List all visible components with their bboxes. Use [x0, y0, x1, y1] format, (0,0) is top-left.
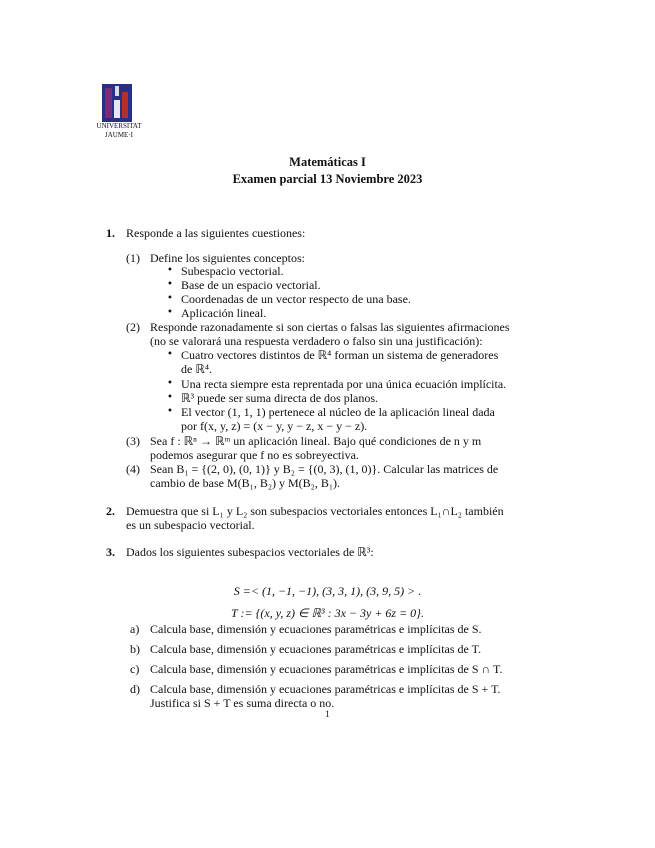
- question-1-text: Responde a las siguientes cuestiones:: [126, 226, 306, 240]
- part-2-line-2: (no se valorará una respuesta verdadero o falso sin una justificación):: [150, 334, 483, 348]
- part-3-line-1: Sea f : ℝⁿ → ℝᵐ un aplicación lineal. Bajo qué condiciones de n y m: [150, 434, 482, 448]
- logo-line-2: JAUME·I: [105, 131, 133, 139]
- bullet-icon: •: [167, 406, 173, 417]
- university-logo: [96, 84, 142, 142]
- bullet-icon: •: [167, 279, 173, 290]
- equation-s: S =< (1, −1, −1), (3, 3, 1), (3, 9, 5) > .: [233, 584, 422, 598]
- page-number: 1: [325, 709, 330, 719]
- statement-4-line-2: por f(x, y, z) = (x − y, y − z, x − y − z).: [181, 419, 368, 433]
- item-label: a): [130, 622, 140, 636]
- part-4-line-2: cambio de base M(B₁, B₂) y M(B₂, B₁).: [150, 476, 341, 490]
- item-text: Calcula base, dimensión y ecuaciones paramétricas e implícitas de S + T.: [150, 682, 501, 696]
- item-d-line-2: Justifica si S + T es suma directa o no.: [150, 696, 335, 710]
- statement-1-line-1: Cuatro vectores distintos de ℝ⁴ forman un sistema de generadores: [181, 348, 499, 362]
- statement-4-line-1: El vector (1, 1, 1) pertenece al núcleo de la aplicación lineal dada: [181, 405, 495, 419]
- part-3-label: (3): [126, 434, 140, 448]
- bullet-icon: •: [167, 265, 173, 276]
- concept-item: Aplicación lineal.: [181, 306, 267, 320]
- question-1-number: 1.: [106, 226, 115, 240]
- bullet-icon: •: [167, 349, 173, 360]
- concept-item: Subespacio vectorial.: [181, 264, 284, 278]
- bullet-icon: •: [167, 392, 173, 403]
- equation-t: T := {(x, y, z) ∈ ℝ³ : 3x − 3y + 6z = 0}.: [231, 606, 424, 620]
- question-3-text: Dados los siguientes subespacios vectoriales de ℝ³:: [126, 545, 374, 559]
- statement-2: Una recta siempre esta reprentada por una única ecuación implícita.: [181, 377, 507, 391]
- item-text: Calcula base, dimensión y ecuaciones paramétricas e implícitas de T.: [150, 642, 482, 656]
- bullet-icon: •: [167, 293, 173, 304]
- item-label: d): [130, 682, 140, 696]
- item-label: c): [130, 662, 140, 676]
- subject-title: Matemáticas I: [289, 155, 366, 169]
- item-text: Calcula base, dimensión y ecuaciones paramétricas e implícitas de S.: [150, 622, 482, 636]
- question-2-number: 2.: [106, 504, 115, 518]
- statement-3: ℝ³ puede ser suma directa de dos planos.: [181, 391, 379, 405]
- statement-1-line-2: de ℝ⁴.: [181, 362, 213, 376]
- exam-title: Examen parcial 13 Noviembre 2023: [232, 172, 423, 186]
- part-2-line-1: Responde razonadamente si son ciertas o falsas las siguientes afirmaciones: [150, 320, 510, 334]
- item-label: b): [130, 642, 140, 656]
- bullet-icon: •: [167, 307, 173, 318]
- question-3-number: 3.: [106, 545, 115, 559]
- part-4-line-1: Sean B₁ = {(2, 0), (0, 1)} y B₂ = {(0, 3), (1, 0)}. Calcular las matrices de: [150, 462, 499, 476]
- university-logo-icon: [102, 84, 132, 122]
- part-1-text: Define los siguientes conceptos:: [150, 251, 305, 265]
- part-1-label: (1): [126, 251, 140, 265]
- part-4-label: (4): [126, 462, 140, 476]
- question-2-line-1: Demuestra que si L₁ y L₂ son subespacios vectoriales entonces L₁∩L₂ también: [126, 504, 504, 518]
- bullet-icon: •: [167, 378, 173, 389]
- item-text: Calcula base, dimensión y ecuaciones paramétricas e implícitas de S ∩ T.: [150, 662, 503, 676]
- part-2-label: (2): [126, 320, 140, 334]
- question-2-line-2: es un subespacio vectorial.: [126, 518, 255, 532]
- concept-item: Base de un espacio vectorial.: [181, 278, 321, 292]
- concept-item: Coordenadas de un vector respecto de una base.: [181, 292, 411, 306]
- logo-line-1: UNIVERSITAT: [96, 122, 142, 130]
- part-3-line-2: podemos asegurar que f no es sobreyectiva.: [150, 448, 359, 462]
